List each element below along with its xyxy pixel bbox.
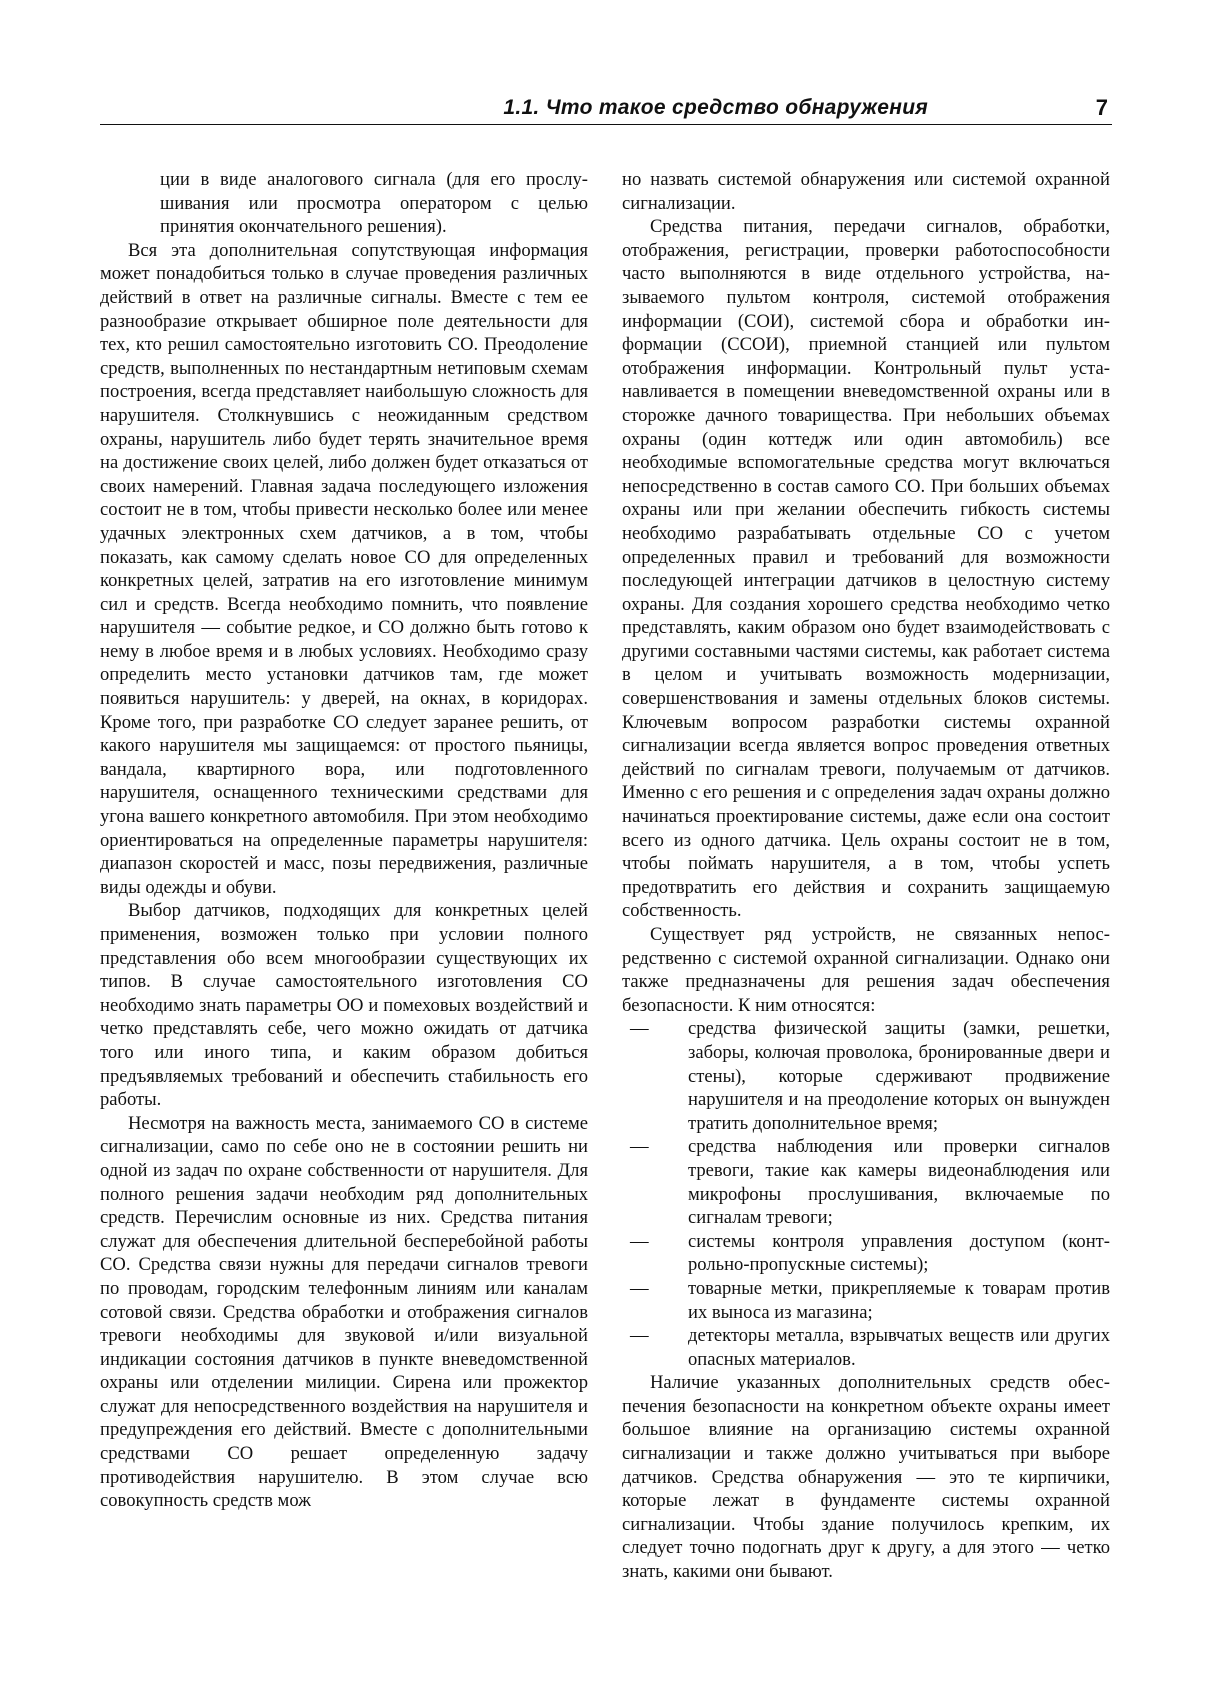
paragraph: но назвать системой обнаружения или системой охранной сигнализации. [622, 169, 1110, 214]
list-item-text: товарные метки, прикрепляемые к товарам против их выноса из магазина; [688, 1277, 1110, 1323]
list-dash: — [630, 1230, 649, 1252]
list-dash: — [630, 1325, 649, 1347]
list-item [630, 1324, 1110, 1371]
running-title: 1.1. Что такое средство обнаружения [503, 96, 928, 119]
paragraph: Средства питания, передачи сигналов, обработки, отображения, регистрации, проверки работоспособности часто выполняются в виде отдельного устройства, называемого пультом контроля, системой отображения информации (СОИ), системой сбора и обработки информации (ССОИ), приемной станцией или пультом отображения информации. Контрольный пульт устанавливается в помещении вневедомственной охраны или в сторожке дачного товарищества. При небольших объемах охраны (один коттедж или один автомобиль) все необходимые вспомогательные средства могут включаться непосредственно в состав самого СО. При больших объемах охраны или при желании обеспечить гибкость системы необходимо разрабатывать отдельные СО с учетом определенных правил и требований для возможности последующей интеграции датчиков в целостную систему охраны. Для создания хорошего средства необходимо четко представлять, каким образом оно будет взаимодействовать с другими составными частями системы, как работает система в целом и учитывать возможность модернизации, совершенствования и замены отдельных блоков системы. Ключевым вопросом разработки системы охранной сигнализации всегда является вопрос проведения ответных действий по сигналам тревоги, получаемым от датчиков. Именно с его решения и с определения задач охраны должно начинаться проектирование системы, даже если она состоит всего из одного датчика. Цель охраны состоит не в том, чтобы поймать нарушителя, а в том, чтобы успеть предотвратить его действия и сохранить защищаемую собственность. [622, 216, 1110, 922]
list-item-text: системы контроля управления доступом (контрольно-пропускные системы); [688, 1230, 1110, 1276]
paragraph: Выбор датчиков, подходящих для конкретных целей применения, возможен только при условии полного представления обо всем многообразии существующих их типов. В случае самостоятельного изготовления СО необходимо знать параметры ОО и помеховых воздействий и четко представлять себе, чего можно ожидать от датчика того или иного типа, и каким образом добиться предъявляемых требований и обеспечить стабильность его работы. [100, 900, 588, 1111]
paragraph: ции в виде аналогового сигнала (для его прослушивания или просмотра оператором с целью принятия окончательного решения). [160, 169, 588, 238]
list-item-text: средства наблюдения или проверки сигналов тревоги, такие как камеры видеонаблюдения или микрофоны прослушивания, включаемые по сигналам тревоги; [688, 1136, 1110, 1229]
list-dash: — [630, 1136, 649, 1158]
list-dash: — [630, 1277, 649, 1299]
list-item-text: средства физической защиты (замки, решетки, заборы, колючая проволока, бронированные двери и стены), которые сдерживают продвижение нарушителя и на преодоление которых он вынужден тратить дополнительное время; [688, 1018, 1110, 1134]
page-number: 7 [1095, 95, 1108, 120]
right-column [622, 168, 1110, 1584]
paragraph: Вся эта дополнительная сопутствующая информация может понадобиться только в случае проведения различных действий в ответ на различные сигналы. Вместе с тем ее разнообразие открывает обширное поле деятельности для тех, кто решил самостоятельно изготовить СО. Преодоление средств, выполненных по нестандартным нетиповым схемам построения, всегда представляет наибольшую сложность для нарушителя. Столкнувшись с неожиданным средством охраны, нарушитель либо будет терять значительное время на достижение своих целей, либо должен будет отказаться от своих намерений. Главная задача последующего изложения состоит не в том, чтобы привести несколько более или менее удачных электронных схем датчиков, а в том, чтобы показать, как самому сделать новое СО для определенных конкретных целей, затратив на его изготовление минимум сил и средств. Всегда необходимо помнить, что появление нарушителя — событие редкое, и СО должно быть готово к нему в любое время и в любых условиях. Необходимо сразу определить место установки датчиков там, где может появиться нарушитель: у дверей, на окнах, в коридорах. Кроме того, при разработке СО следует заранее решить, от какого нарушителя мы защищаемся: от простого пьяницы, вандала, квартирного вора, или подготовленного нарушителя, оснащенного техническими средствами для угона вашего конкретного автомобиля. При этом необходимо ориентироваться на определенные параметры нарушителя: диапазон скоростей и масс, позы передвижения, различные виды одежды и обуви. [100, 239, 588, 898]
paragraph: Несмотря на важность места, занимаемого СО в системе сигнализации, само по себе оно не в состоянии решить ни одной из задач по охране собственности от нарушителя. Для полного решения задачи необходим ряд дополнительных средств. Перечислим основные из них. Средства питания служат для обеспечения длительной бесперебойной работы СО. Средства связи нужны для передачи сигналов тревоги по проводам, городским телефонным линиям или каналам сотовой связи. Средства обработки и отображения сигналов тревоги необходимы для звуковой и/или визуальной индикации состояния датчиков в пункте вневедомственной охраны или отделении милиции. Сирена или прожектор служат для непосредственного воздействия на нарушителя и предупреждения его действий. Вместе с дополнительными средствами СО решает определенную задачу противодействия нарушителю. В этом случае всю совокупность средств мож [100, 1112, 588, 1512]
left-column [100, 168, 588, 1513]
list-item [630, 1135, 1110, 1229]
list-item-text: детекторы металла, взрывчатых веществ или других опасных материалов. [688, 1325, 1110, 1370]
security-devices-list [622, 1017, 1110, 1371]
page-header [100, 95, 1112, 125]
list-dash: — [630, 1018, 649, 1040]
paragraph: Наличие указанных дополнительных средств обеспечения безопасности на конкретном объекте охраны имеет большое влияние на организацию системы охранной сигнализации и также должно учитываться при выборе датчиков. Средства обнаружения — это те кирпичики, которые лежат в фундаменте системы охранной сигнализации. Чтобы здание получилось крепким, их следует точно подогнать друг к другу, а для этого — четко знать, какими они бывают. [622, 1372, 1110, 1583]
list-item [630, 1277, 1110, 1324]
paragraph: Существует ряд устройств, не связанных непосредственно с системой охранной сигнализации. Однако они также предназначены для решения задач обеспечения безопасности. К ним относятся: [622, 924, 1110, 1016]
list-item [630, 1017, 1110, 1135]
list-item [630, 1230, 1110, 1277]
